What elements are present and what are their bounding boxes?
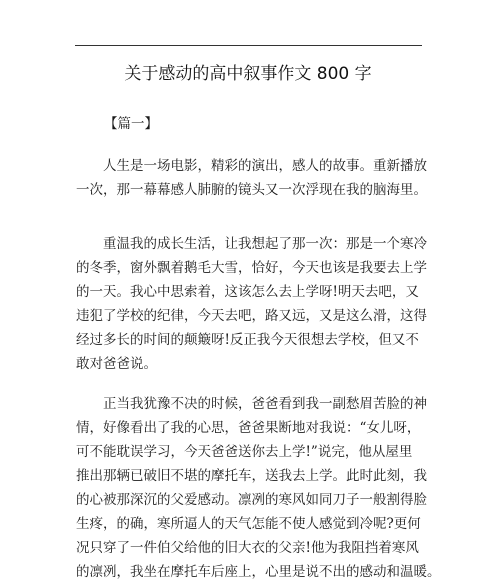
paragraph-line: 人生是一场电影，精彩的演出，感人的故事。重新播放 <box>103 158 427 174</box>
paragraph-line: 一次，那一幕幕感人肺腑的镜头又一次浮现在我的脑海里。 <box>76 182 427 198</box>
paragraph-line: 敢对爸爸说。 <box>76 356 157 372</box>
paragraph-line: 情，好像看出了我的心思，爸爸果断地对我说：“女儿呀， <box>76 420 421 436</box>
paragraph-line: 经过多长的时间的颠簸呀!反正我今天很想去学校，但又不 <box>76 332 419 348</box>
paragraph-line: 违犯了学校的纪律，今天去吧，路又远，又是这么滑，这得 <box>76 308 427 324</box>
paragraph-line: 重温我的成长生活，让我想起了那一次：那是一个寒冷 <box>103 236 427 252</box>
header-rule <box>75 45 422 46</box>
paragraph-line: 的冬季，窗外飘着鹅毛大雪，恰好，今天也该是我要去上学 <box>76 260 427 276</box>
paragraph-line: 正当我犹豫不决的时候，爸爸看到我一副愁眉苦脸的神 <box>103 396 427 412</box>
paragraph-line: 生疼，的确，寒所逼人的天气怎能不使人感觉到冷呢?更何 <box>76 516 421 532</box>
paragraph-line: 况只穿了一件伯父给他的旧大衣的父亲!他为我阻挡着寒风 <box>76 540 419 556</box>
paragraph-line: 推出那辆已破旧不堪的摩托车，送我去上学。此时此刻，我 <box>76 468 427 484</box>
paragraph-1 <box>76 154 427 202</box>
paragraph-line: 的凛冽，我坐在摩托车后座上，心里是说不出的感动和温暖。 <box>76 564 441 580</box>
document-title: 关于感动的高中叙事作文 800 字 <box>124 64 372 84</box>
paragraph-3 <box>76 392 441 584</box>
paragraph-line: 的一天。我心中思索着，这该怎么去上学呀!明天去吧，又 <box>76 284 419 300</box>
section-label: 【篇一】 <box>104 116 158 132</box>
paragraph-2 <box>76 232 427 376</box>
paragraph-line: 的心被那深沉的父爱感动。凛冽的寒风如同刀子一般割得脸 <box>76 492 427 508</box>
paragraph-line: 可不能耽误学习，今天爸爸送你去上学!”说完，他从屋里 <box>76 444 413 460</box>
